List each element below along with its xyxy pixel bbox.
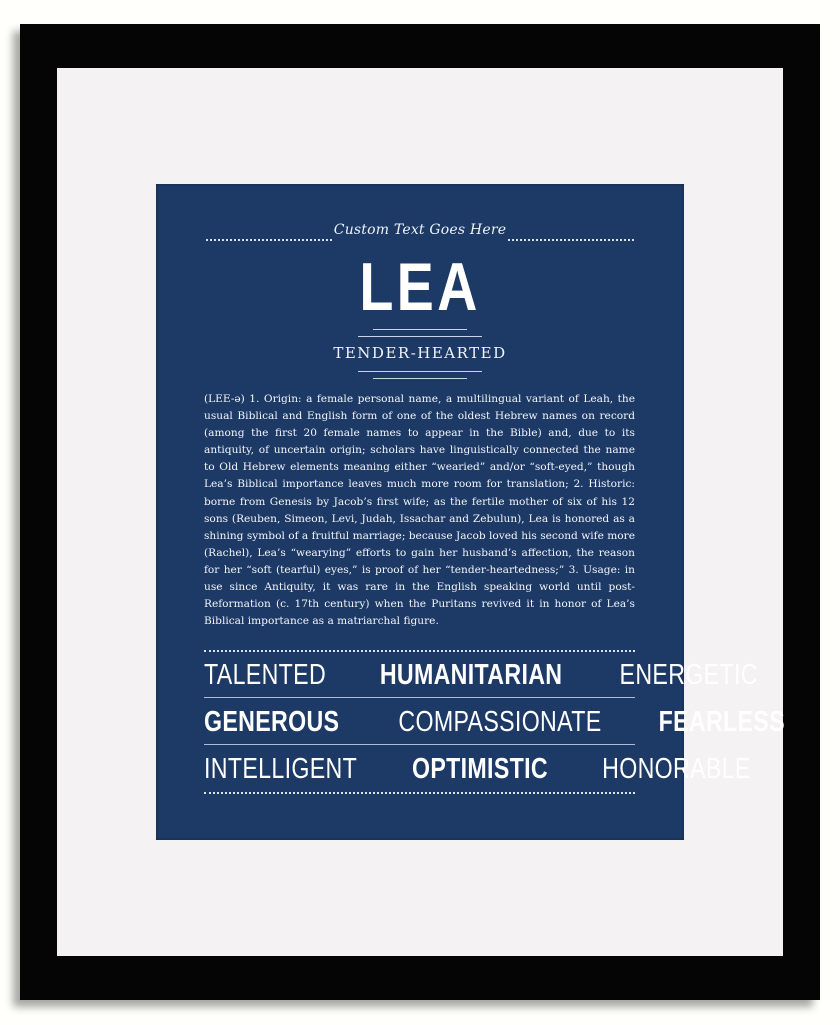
name-underline-short	[373, 329, 467, 330]
name-meaning: TENDER-HEARTED	[333, 344, 507, 362]
name-title: LEA	[359, 249, 481, 325]
picture-frame	[20, 24, 820, 1000]
trait-row-3	[204, 749, 751, 789]
trait-word: ENERGETIC	[619, 658, 758, 691]
trait-word: FEARLESS	[658, 705, 785, 738]
trait-word: HONORABLE	[602, 752, 751, 785]
name-definition: (LEE-ə) 1. Origin: a female personal name, a multilingual variant of Leah, the usual Biblical and English form of one of the oldest Hebrew names on record (among the first 20 female names to appear in the Bible) and, due to its antiquity, of uncertain origin; scholars have linguistically connected the name to Old Hebrew elements meaning either “wearied” and/or “soft-eyed,” though Lea’s Biblical importance leaves much more room for translation; 2. Historic: borne from Genesis by Jacob’s first wife; as the fertile mother of six of his 12 sons (Reuben, Simeon, Levi, Judah, Issachar and Zebulun), Lea is honored as a shining symbol of a fruitful marriage; because Jacob loved his second wife more (Rachel), Lea’s “wearying” efforts to gain her husband’s affection, the reason for her “soft (tearful) eyes,” is proof of her “tender-heartedness;” 3. Usage: in use since Antiquity, it was rare in the English speaking world until post-Reformation (c. 17th century) when the Puritans revived it in honor of Lea’s Biblical importance as a matriarchal figure.	[204, 393, 635, 628]
trait-word: TALENTED	[204, 658, 327, 691]
trait-word: GENEROUS	[204, 705, 340, 738]
trait-row-1	[204, 655, 758, 695]
dotted-line-traits-bottom	[204, 792, 635, 794]
trait-word: COMPASSIONATE	[398, 705, 602, 738]
trait-word: HUMANITARIAN	[379, 658, 562, 691]
trait-word: OPTIMISTIC	[412, 752, 549, 785]
name-print-panel	[156, 184, 785, 840]
mat-board	[57, 68, 783, 956]
meaning-underline-long	[358, 371, 482, 372]
trait-word: INTELLIGENT	[204, 752, 358, 785]
meaning-underline-short	[373, 378, 467, 379]
custom-text: Custom Text Goes Here	[333, 222, 507, 238]
dotted-line-left	[206, 239, 332, 241]
trait-divider-2	[204, 744, 635, 745]
dotted-line-traits-top	[204, 650, 635, 652]
dotted-line-right	[508, 239, 634, 241]
trait-divider-1	[204, 697, 635, 698]
trait-row-2	[204, 702, 785, 742]
name-underline-long	[358, 336, 482, 337]
